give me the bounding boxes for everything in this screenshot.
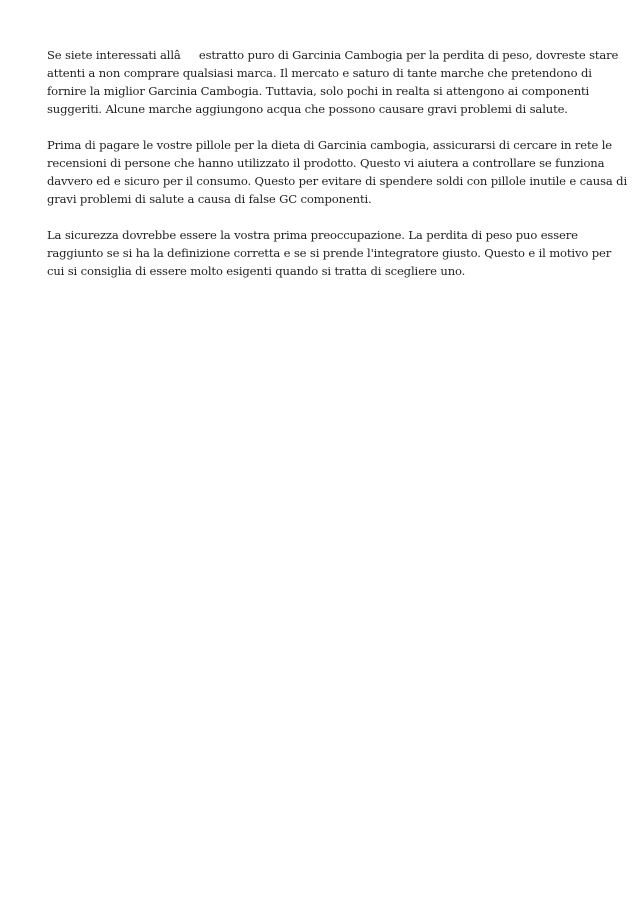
paragraph-line: Se siete interessati allâestratto puro di Garcinia Cambogia per la perdita di peso, dovreste stare — [47, 48, 619, 62]
paragraph-line: recensioni di persone che hanno utilizzato il prodotto. Questo vi aiutera a controllare se funziona — [47, 156, 605, 170]
paragraph-3 — [47, 226, 612, 280]
paragraph-line: cui si consiglia di essere molto esigenti quando si tratta di scegliere uno. — [47, 264, 466, 278]
paragraph-line: davvero ed e sicuro per il consumo. Questo per evitare di spendere soldi con pillole inutile e causa di — [47, 174, 627, 188]
paragraph-1 — [47, 46, 619, 118]
paragraph-line: gravi problemi di salute a causa di false GC componenti. — [47, 192, 372, 206]
paragraph-line: attenti a non comprare qualsiasi marca. Il mercato e saturo di tante marche che pretendono di — [47, 66, 592, 80]
paragraph-line: fornire la miglior Garcinia Cambogia. Tuttavia, solo pochi in realta si attengono ai componenti — [47, 84, 590, 98]
paragraph-line: Prima di pagare le vostre pillole per la dieta di Garcinia cambogia, assicurarsi di cercare in rete le — [47, 138, 613, 152]
paragraph-2 — [47, 136, 627, 208]
document-body — [47, 46, 627, 298]
paragraph-line: suggeriti. Alcune marche aggiungono acqua che possono causare gravi problemi di salute. — [47, 102, 568, 116]
paragraph-line: La sicurezza dovrebbe essere la vostra prima preoccupazione. La perdita di peso puo essere — [47, 228, 578, 242]
paragraph-line: raggiunto se si ha la definizione corretta e se si prende l'integratore giusto. Questo e il motivo per — [47, 246, 612, 260]
